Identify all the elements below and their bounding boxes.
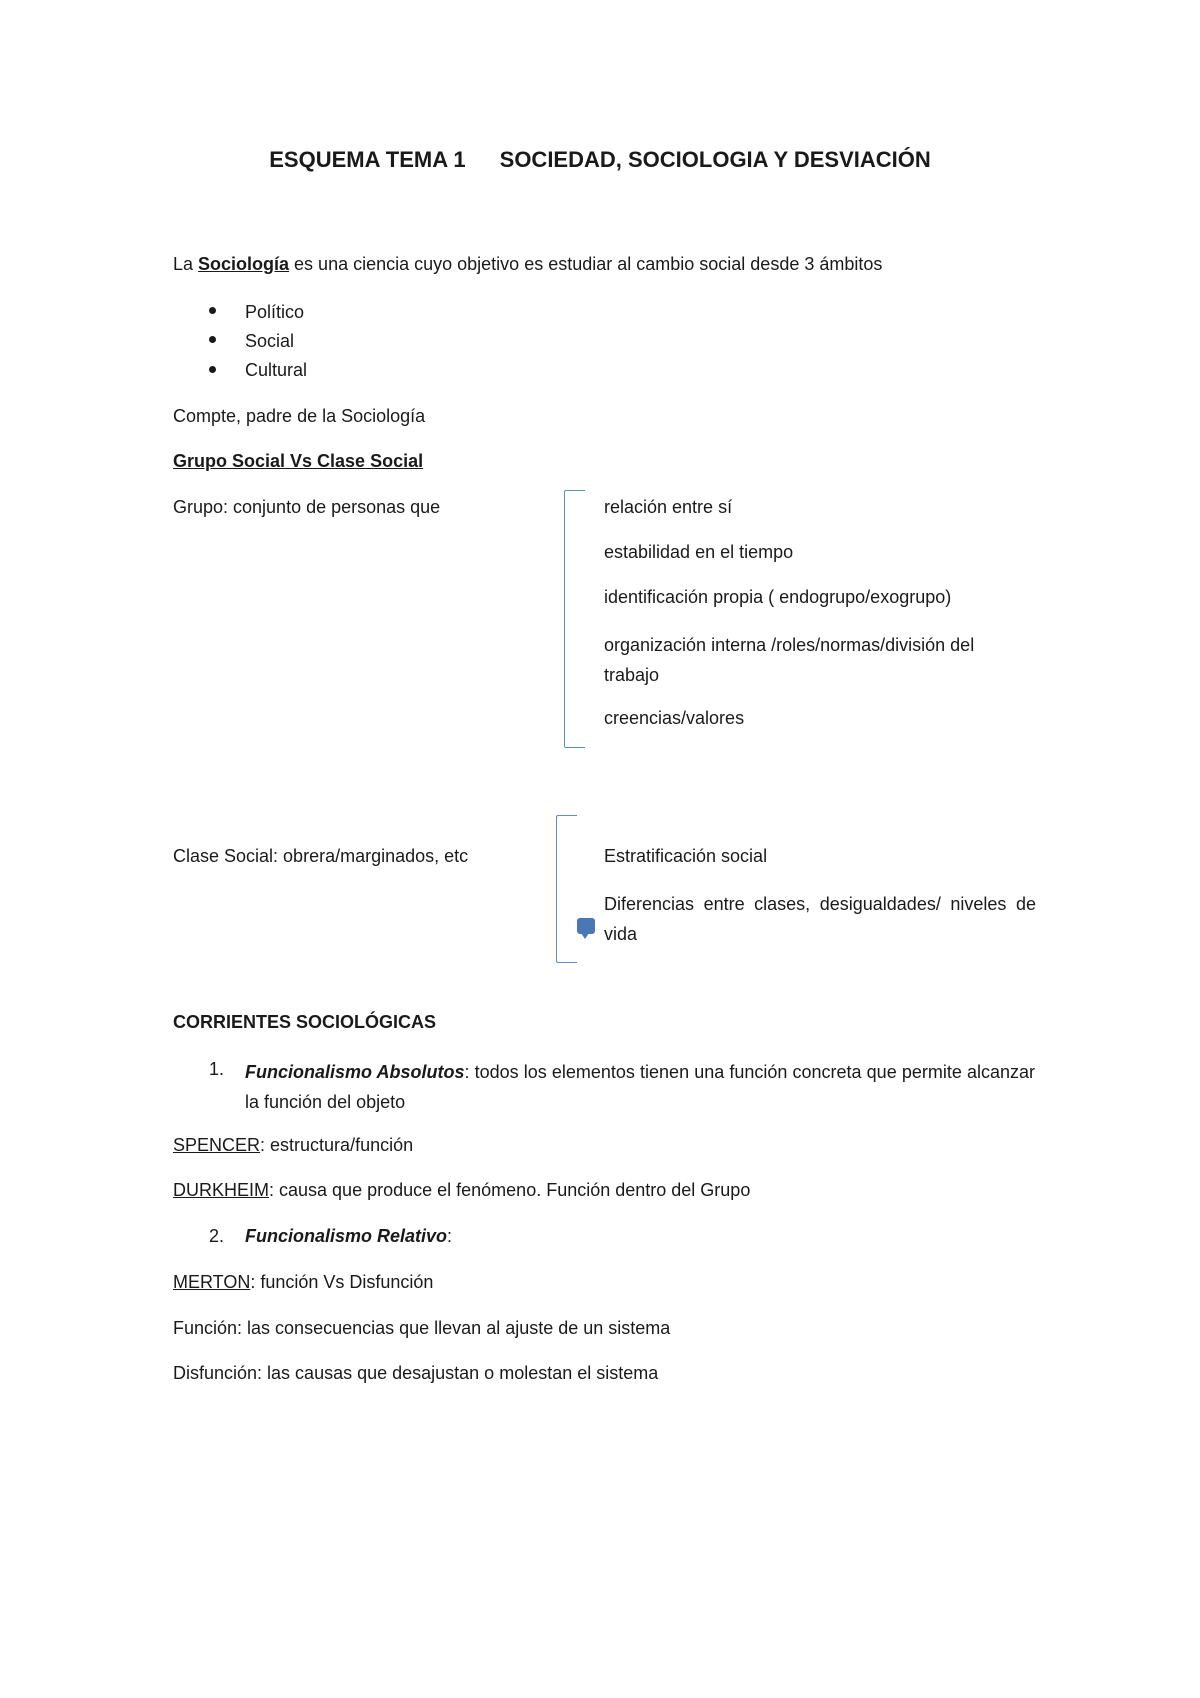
bullet-dot	[209, 307, 216, 314]
grupo-heading: Grupo Social Vs Clase Social	[173, 451, 424, 471]
disfuncion-line: Disfunción: las causas que desajustan o molestan el sistema	[173, 1363, 659, 1383]
list-item: Social	[245, 331, 295, 351]
author-name: DURKHEIM	[173, 1180, 270, 1200]
corriente-desc: : todos los elementos tienen una función concreta que permite alcanzar la función del objeto	[245, 1062, 1035, 1112]
intro-prefix: La	[173, 254, 199, 274]
author-name: MERTON	[173, 1272, 251, 1292]
clase-label: Clase Social: obrera/marginados, etc	[173, 846, 469, 866]
clase-item: Diferencias entre clases, desigualdades/ niveles de vida	[604, 894, 1036, 944]
corriente-item	[245, 1224, 452, 1248]
grupo-item: identificación propia ( endogrupo/exogrupo)	[604, 587, 952, 607]
grupo-item: relación entre sí	[604, 497, 733, 517]
intro-rest: es una ciencia cuyo objetivo es estudiar al cambio social desde 3 ámbitos	[289, 254, 883, 274]
clase-item: Estratificación social	[604, 846, 768, 866]
corriente-desc: :	[447, 1226, 453, 1246]
intro-term: Sociología	[198, 254, 290, 274]
list-item: Político	[245, 302, 305, 322]
bullet-dot	[209, 336, 216, 343]
grupo-label: Grupo: conjunto de personas que	[173, 497, 441, 517]
author-text: : causa que produce el fenómeno. Función dentro del Grupo	[269, 1180, 751, 1200]
comment-icon[interactable]	[577, 918, 595, 934]
author-name: SPENCER	[173, 1135, 261, 1155]
corriente-name: Funcionalismo Absolutos	[245, 1062, 465, 1082]
spencer-line	[173, 1133, 413, 1157]
author-text: : función Vs Disfunción	[250, 1272, 434, 1292]
list-item: Cultural	[245, 360, 308, 380]
durkheim-line	[173, 1178, 750, 1202]
corriente-number: 2.	[209, 1226, 225, 1246]
grupo-item: organización interna /roles/normas/división del trabajo	[604, 635, 975, 685]
title-part-1: ESQUEMA TEMA 1	[269, 147, 466, 172]
corrientes-heading: CORRIENTES SOCIOLÓGICAS	[173, 1012, 437, 1032]
merton-line	[173, 1270, 433, 1294]
grupo-bracket	[564, 490, 585, 748]
clase-bracket	[556, 815, 577, 963]
title-part-2: SOCIEDAD, SOCIOLOGIA Y DESVIACIÓN	[499, 147, 931, 172]
grupo-item: estabilidad en el tiempo	[604, 542, 794, 562]
grupo-item: creencias/valores	[604, 708, 745, 728]
bullet-dot	[209, 366, 216, 373]
corriente-name: Funcionalismo Relativo	[245, 1226, 448, 1246]
author-text: : estructura/función	[260, 1135, 414, 1155]
corriente-number: 1.	[209, 1059, 225, 1079]
page-title	[0, 146, 1200, 174]
funcion-line: Función: las consecuencias que llevan al ajuste de un sistema	[173, 1318, 671, 1338]
compte-line: Compte, padre de la Sociología	[173, 406, 426, 426]
corriente-item	[245, 1057, 1035, 1117]
intro-paragraph	[173, 252, 882, 276]
